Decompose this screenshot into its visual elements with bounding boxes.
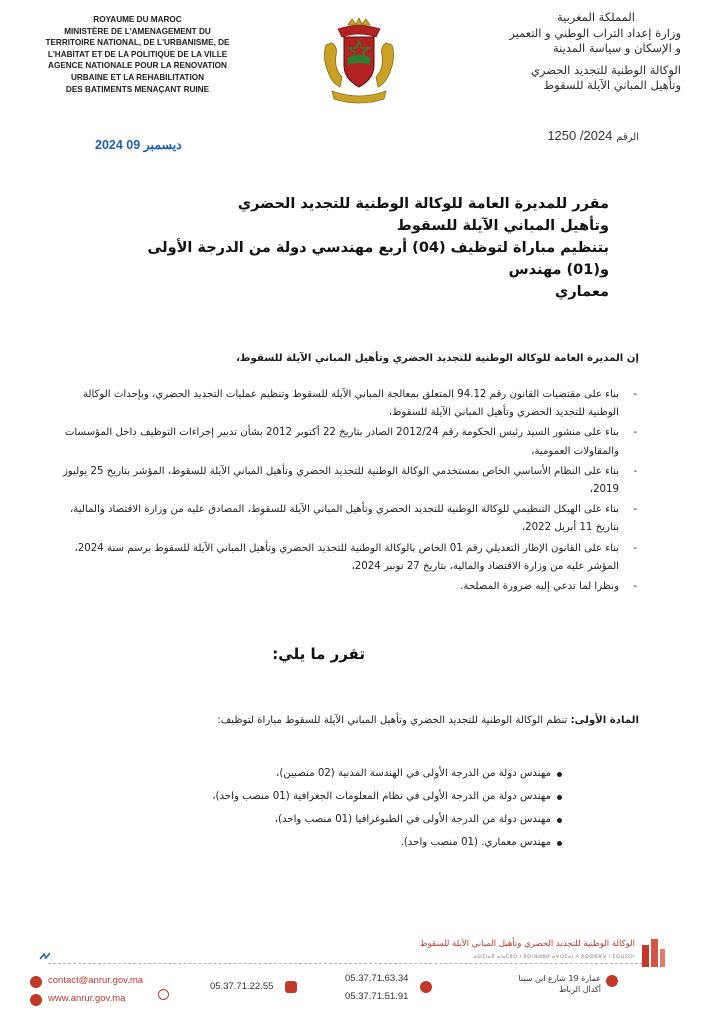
decision-title xyxy=(100,193,609,303)
footer-phone-2: 05.37.71.51.91 xyxy=(345,991,409,1002)
compass-icon xyxy=(158,989,169,1000)
ar-agency-2: وتأهيل المباني الآيلة للسقوط xyxy=(543,78,681,92)
intro-paragraph xyxy=(60,350,639,368)
ref-number: 2024/ 1250 xyxy=(547,128,613,143)
phone-icon xyxy=(420,981,432,993)
page-footer xyxy=(0,935,725,1024)
position-item: مهندس دولة من الدرجة الأولى في الهندسة المدنية (02 منصبين)، xyxy=(60,765,565,788)
consideration-item: - بناء على الهيكل التنظيمي للوكالة الوطنية للتجديد الحضري وتأهيل المباني الآيلة للسقوط، المصادق عليه من وزارة الاقتصاد والمالية، بتاريخ 11 أبريل 2022، xyxy=(62,501,639,537)
footer-fax: 05.37.71.22.55 xyxy=(210,981,274,992)
footer-email-link[interactable]: contact@anrur.gov.ma xyxy=(48,975,144,986)
article-1-label: المادة الأولى: xyxy=(570,715,639,726)
fr-line-ministry-2: TERRITOIRE NATIONAL, DE L'URBANISME, DE xyxy=(45,38,230,48)
footer-address xyxy=(518,973,601,995)
footer-address-line-2: أكدال الرباط xyxy=(559,985,601,994)
ar-ministry-1: وزارة إعداد التراب الوطني و التعمير xyxy=(509,25,681,40)
title-line-3: بتنظيم مباراة لتوظيف (04) أربع مهندسي دولة من الدرجة الأولى و(01) مهندس xyxy=(147,240,609,278)
title-line-4: معماري xyxy=(555,284,609,300)
date-stamp-text: 2024 ديسمبر 09 xyxy=(95,138,182,152)
fr-line-agency-3: DES BATIMENTS MENAÇANT RUINE xyxy=(65,84,210,94)
considerations-section xyxy=(62,386,639,598)
fr-line-kingdom: ROYAUME DU MAROC xyxy=(93,15,182,24)
considerations-list xyxy=(62,386,639,596)
position-item: مهندس دولة من الدرجة الأولى في الطبوغرافيا (01 منصب واحد)، xyxy=(60,811,565,834)
footer-website-link[interactable]: www.anrur.gov.ma xyxy=(48,993,126,1004)
consideration-item: - بناء على القانون الإطار التعديلي رقم 01 الخاص بالوكالة الوطنية للتجديد الحضري وتأهيل المباني الآيلة للسقوط برسم سنة 2024، المؤشر عليه من وزارة الاقتصاد والمالية، بتاريخ 27 نونبر 2024، xyxy=(62,540,639,576)
globe-icon xyxy=(30,994,42,1006)
ar-agency-1: الوكالة الوطنية للتجديد الحضري xyxy=(530,62,681,77)
footer-divider xyxy=(48,963,648,964)
consideration-item: - بناء على مقتضيات القانون رقم 94.12 المتعلق بمعالجة المباني الآيلة للسقوط وتنظيم عمليات التجديد الحضري، وبإحداث الوكالة الوطنية للتجديد الحضري وتأهيل المباني الآيلة للسقوط، xyxy=(62,386,639,422)
date-stamp xyxy=(95,137,182,152)
decides-text: تقرر ما يلي: xyxy=(272,645,365,663)
footer-phone-1: 05.37.71.63.34 xyxy=(345,973,409,984)
positions-section xyxy=(60,765,565,857)
email-icon xyxy=(30,976,42,988)
ar-ministry-2: و الإسكان و سياسة المدينة xyxy=(552,41,681,55)
consideration-item: - ونظرا لما تدعي إليه ضرورة المصلحة. xyxy=(62,578,639,596)
position-item: مهندس دولة من الدرجة الأولى في نظام المعلومات الجغرافية (01 منصب واحد)، xyxy=(60,788,565,811)
consideration-item: - بناء على منشور السيد رئيس الحكومة رقم 2012/24 الصادر بتاريخ 22 أكتوبر 2012 بشأن تدبير إجراءات التوظيف داخل المؤسسات والمقاولات العمومية، xyxy=(62,424,639,460)
intro-text: إن المديرة العامة للوكالة الوطنية للتجديد الحضري وتأهيل المباني الآيلة للسقوط، xyxy=(236,353,639,364)
footer-tifinagh: ⴰⵙⵉⵏⴰⴳ ⴰⵏⴰⵎⵓⵔ ⵏ ⵓⵙⵏⴼⵍⵓⵍ ⴰⵖⵔⵎⴰⵏ ⴷ ⵓⵙⵙⵓⴼⵖ ⵏ ⵉⵙⵡⵉⵔⵏ xyxy=(473,954,635,960)
position-item: مهندس معماري. (01 منصب واحد). xyxy=(60,834,565,857)
reference-number xyxy=(547,128,639,143)
header-arabic-block xyxy=(451,10,681,94)
fr-line-ministry-3: L'HABITAT ET DE LA POLITIQUE DE LA VILLE xyxy=(47,49,228,59)
positions-list xyxy=(60,765,565,857)
moroccan-coat-of-arms-emblem xyxy=(318,17,400,107)
fr-line-agency-1: AGENCE NATIONALE POUR LA RENOVATION xyxy=(48,61,227,71)
title-line-2: وتأهيل المباني الآيلة للسقوط xyxy=(396,218,609,234)
fr-line-ministry-1: MINISTÈRE DE L'AMENAGEMENT DU xyxy=(64,26,211,36)
ar-kingdom: المملكة المغربية xyxy=(556,10,635,24)
footer-signature-mark xyxy=(38,949,52,963)
agency-logo xyxy=(640,937,666,971)
article-1 xyxy=(60,712,639,730)
article-1-text: تنظم الوكالة الوطنية للتجديد الحضري وتأهيل المباني الآيلة للسقوط مباراة لتوظيف: xyxy=(217,715,568,726)
title-line-1: مقرر للمديرة العامة للوكالة الوطنية للتجديد الحضري xyxy=(237,196,609,212)
location-pin-icon xyxy=(606,975,618,987)
ref-label: الرقم xyxy=(616,132,639,143)
fr-line-agency-2: URBAINE ET LA REHABILITATION xyxy=(70,72,205,82)
fax-icon xyxy=(285,981,297,993)
footer-address-line-1: عمارة 19 شارع ابن سينا xyxy=(518,974,601,983)
footer-agency-ar: الوكالة الوطنية للتجديد الحضري وتأهيل المباني الآيلة للسقوط xyxy=(419,939,635,949)
header-french-block xyxy=(30,14,245,95)
consideration-item: - بناء على النظام الأساسي الخاص بمستخدمي الوكالة الوطنية للتجديد الحضري وتأهيل المباني الآيلة للسقوط، المؤشر بتاريخ 25 يوليوز 2019، xyxy=(62,463,639,499)
decides-heading xyxy=(272,645,365,663)
